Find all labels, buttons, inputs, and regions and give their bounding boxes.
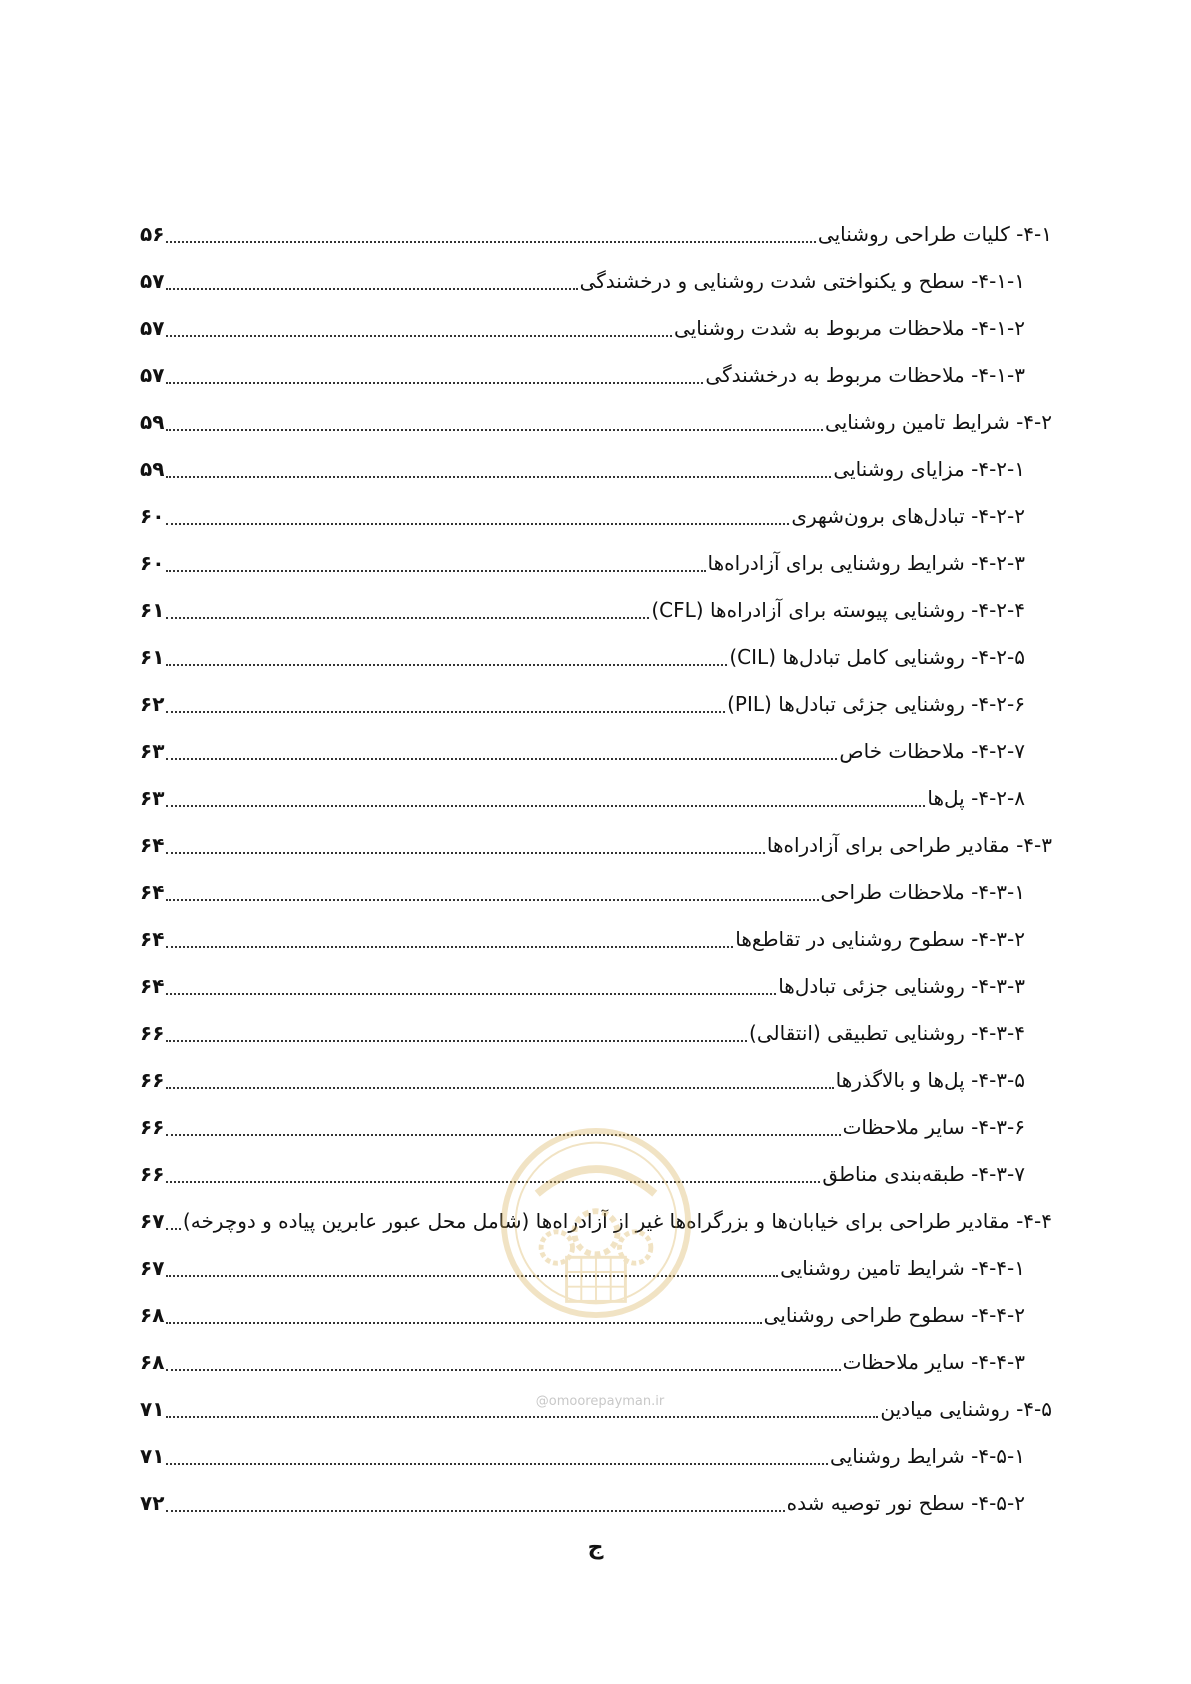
toc-entry-page: ۶۶: [140, 1020, 165, 1045]
dot-leader: [166, 1228, 181, 1230]
toc-entry-page: ۵۹: [140, 456, 165, 481]
dot-leader: [166, 852, 764, 854]
dot-leader: [166, 617, 649, 619]
toc-entry[interactable]: [140, 351, 1052, 398]
toc-entry-title: ۴-۴-۳- سایر ملاحظات: [842, 1349, 1025, 1374]
toc-entry-page: ۶۱: [140, 644, 165, 669]
toc-entry[interactable]: [140, 492, 1052, 539]
toc-entry-title: ۴-۱- کلیات طراحی روشنایی: [817, 221, 1052, 246]
toc-entry[interactable]: [140, 962, 1052, 1009]
dot-leader: [166, 335, 672, 337]
toc-entry-title: ۴-۲- شرایط تامین روشنایی: [825, 409, 1052, 434]
toc-entry-page: ۷۲: [140, 1490, 165, 1515]
dot-leader: [166, 1322, 761, 1324]
toc-entry-title: ۴-۱-۲- ملاحظات مربوط به شدت روشنایی: [674, 315, 1025, 340]
toc-entry-page: ۷۱: [140, 1396, 165, 1421]
dot-leader: [166, 1463, 828, 1465]
toc-entry-page: ۵۷: [140, 315, 165, 340]
toc-entry[interactable]: [140, 539, 1052, 586]
dot-leader: [166, 476, 831, 478]
toc-entry-title: ۴-۲-۶- روشنایی جزئی تبادل‌ها (PIL): [727, 691, 1025, 716]
toc-entry-title: ۴-۳-۴- روشنایی تطبیقی (انتقالی): [749, 1020, 1025, 1045]
dot-leader: [166, 758, 837, 760]
toc-entry-title: ۴-۴- مقادیر طراحی برای خیابان‌ها و بزرگراه‌ها غیر از آزادراه‌ها (شامل محل عبور عابرین پیاده و دوچرخه): [182, 1208, 1052, 1233]
toc-entry[interactable]: [140, 868, 1052, 915]
toc-entry-page: ۷۱: [140, 1443, 165, 1468]
dot-leader: [166, 1040, 747, 1042]
dot-leader: [166, 382, 703, 384]
toc-entry-page: ۶۳: [140, 785, 165, 810]
toc-entry-page: ۶۰: [140, 550, 165, 575]
dot-leader: [166, 429, 823, 431]
toc-entry[interactable]: [140, 774, 1052, 821]
toc-entry-title: ۴-۴-۲- سطوح طراحی روشنایی: [763, 1302, 1025, 1327]
toc-entry-page: ۶۶: [140, 1114, 165, 1139]
toc-entry-page: ۶۶: [140, 1161, 165, 1186]
toc-entry[interactable]: [140, 210, 1052, 257]
toc-entry-title: ۴-۳-۷- طبقه‌بندی مناطق: [822, 1161, 1025, 1186]
toc-entry-page: ۶۳: [140, 738, 165, 763]
toc-entry[interactable]: [140, 727, 1052, 774]
toc-entry-page: ۶۰: [140, 503, 165, 528]
dot-leader: [166, 1510, 784, 1512]
toc-entry-page: ۶۴: [140, 879, 165, 904]
toc-entry-title: ۴-۲-۸- پل‌ها: [927, 785, 1025, 810]
toc-entry[interactable]: [140, 1009, 1052, 1056]
dot-leader: [166, 664, 727, 666]
dot-leader: [166, 711, 725, 713]
toc-entry-page: ۶۱: [140, 597, 165, 622]
toc-entry-title: ۴-۲-۴- روشنایی پیوسته برای آزادراه‌ها (CFL): [651, 597, 1025, 622]
dot-leader: [166, 993, 776, 995]
toc-entry-title: ۴-۳-۵- پل‌ها و بالاگذرها: [835, 1067, 1025, 1092]
toc-entry[interactable]: [140, 1479, 1052, 1526]
dot-leader: [166, 805, 925, 807]
toc-entry-title: ۴-۲-۵- روشنایی کامل تبادل‌ها (CIL): [729, 644, 1025, 669]
toc-entry-title: ۴-۳-۱- ملاحظات طراحی: [820, 879, 1025, 904]
dot-leader: [166, 1416, 878, 1418]
dot-leader: [166, 288, 577, 290]
dot-leader: [166, 1181, 820, 1183]
toc-entry[interactable]: [140, 1056, 1052, 1103]
toc-entry-page: ۵۷: [140, 362, 165, 387]
toc-entry[interactable]: [140, 680, 1052, 727]
toc-entry-title: ۴-۲-۳- شرایط روشنایی برای آزادراه‌ها: [707, 550, 1025, 575]
toc-entry[interactable]: [140, 586, 1052, 633]
toc-entry-title: ۴-۳-۳- روشنایی جزئی تبادل‌ها: [778, 973, 1025, 998]
toc-entry-page: ۶۴: [140, 973, 165, 998]
toc-entry-title: ۴-۲-۷- ملاحظات خاص: [839, 738, 1025, 763]
toc-entry-title: ۴-۵- روشنایی میادین: [880, 1396, 1052, 1421]
toc-entry-page: ۵۷: [140, 268, 165, 293]
dot-leader: [166, 523, 789, 525]
toc-entry[interactable]: [140, 1338, 1052, 1385]
toc-entry-page: ۶۶: [140, 1067, 165, 1092]
toc-entry-title: ۴-۵-۲- سطح نور توصیه شده: [786, 1490, 1025, 1515]
toc-entry-page: ۶۴: [140, 926, 165, 951]
toc-entry[interactable]: [140, 633, 1052, 680]
toc-entry-page: ۶۴: [140, 832, 165, 857]
table-of-contents: [140, 210, 1052, 1526]
toc-entry[interactable]: [140, 304, 1052, 351]
page-number: ج: [587, 1535, 604, 1560]
toc-entry[interactable]: [140, 257, 1052, 304]
toc-entry[interactable]: [140, 1432, 1052, 1479]
toc-entry-page: ۶۸: [140, 1349, 165, 1374]
toc-entry-title: ۴-۱-۳- ملاحظات مربوط به درخشندگی: [705, 362, 1025, 387]
toc-entry-page: ۵۹: [140, 409, 165, 434]
dot-leader: [166, 241, 816, 243]
toc-entry-title: ۴-۱-۱- سطح و یکنواختی شدت روشنایی و درخشندگی: [579, 268, 1025, 293]
dot-leader: [166, 1369, 840, 1371]
toc-entry-page: ۶۷: [140, 1255, 165, 1280]
toc-entry-page: ۵۶: [140, 221, 165, 246]
toc-entry-page: ۶۲: [140, 691, 165, 716]
toc-entry[interactable]: [140, 445, 1052, 492]
toc-entry-title: ۴-۵-۱- شرایط روشنایی: [830, 1443, 1025, 1468]
toc-entry-title: ۴-۳- مقادیر طراحی برای آزادراه‌ها: [766, 832, 1052, 857]
toc-entry-title: ۴-۳-۲- سطوح روشنایی در تقاطع‌ها: [735, 926, 1025, 951]
dot-leader: [166, 1087, 833, 1089]
toc-entry[interactable]: [140, 821, 1052, 868]
toc-entry[interactable]: [140, 915, 1052, 962]
toc-entry-page: ۶۸: [140, 1302, 165, 1327]
dot-leader: [166, 946, 733, 948]
toc-entry-title: ۴-۲-۱- مزایای روشنایی: [833, 456, 1025, 481]
watermark-url: @omoorepayman.ir: [535, 1394, 665, 1409]
dot-leader: [166, 570, 705, 572]
dot-leader: [166, 899, 818, 901]
toc-entry-page: ۶۷: [140, 1208, 165, 1233]
toc-entry-title: ۴-۳-۶- سایر ملاحظات: [842, 1114, 1025, 1139]
toc-entry-title: ۴-۲-۲- تبادل‌های برون‌شهری: [791, 503, 1025, 528]
toc-entry-title: ۴-۴-۱- شرایط تامین روشنایی: [780, 1255, 1025, 1280]
watermark-logo: [498, 1125, 694, 1321]
toc-entry[interactable]: [140, 398, 1052, 445]
